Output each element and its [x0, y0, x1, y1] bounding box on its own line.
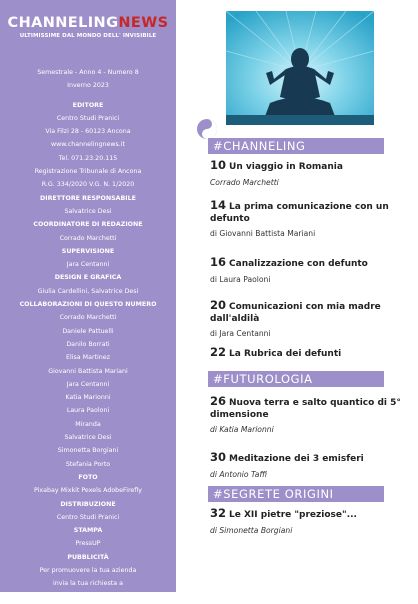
- credit-line: Stefania Porto: [65, 460, 111, 468]
- toc-entry[interactable]: [210, 396, 410, 435]
- article-title: Le XII pietre "preziose"...: [229, 510, 357, 520]
- credit-heading: DISTRIBUZIONE: [60, 500, 116, 508]
- meditation-illustration: [226, 11, 374, 125]
- credit-line: PressUP: [75, 540, 101, 548]
- credit-line: Registrazione Tribunale di Ancona: [34, 168, 142, 176]
- yin-yang-icon: [196, 118, 218, 140]
- entry-title: [210, 396, 410, 421]
- credit-line: Corrado Marchetti: [59, 234, 117, 242]
- credit-line: Danilo Borrati: [66, 340, 110, 348]
- credit-heading: STAMPA: [73, 527, 103, 535]
- article-title: La prima comunicazione con un defunto: [210, 202, 389, 224]
- credit-line: Centro Studi Pranici: [56, 114, 120, 122]
- toc-entry[interactable]: [210, 347, 410, 361]
- credit-line: Simonetta Borgiani: [57, 447, 119, 455]
- credit-heading: DIRETTORE RESPONSABILE: [40, 194, 136, 202]
- logo-title-news: NEWS: [118, 15, 169, 31]
- article-author: di Katia Marionni: [210, 425, 274, 434]
- credit-heading: COLLABORAZIONI DI QUESTO NUMERO: [19, 301, 157, 309]
- credit-line: info@channelingnews.it: [50, 593, 126, 601]
- entry-title: [210, 257, 410, 271]
- credit-heading: DESIGN E GRAFICA: [54, 274, 122, 282]
- page-number: 30: [210, 450, 227, 464]
- page-number: 14: [210, 198, 227, 212]
- credit-line: Per promuovere la tua azienda: [39, 566, 137, 574]
- credit-line: Giovanni Battista Mariani: [48, 367, 128, 375]
- credit-heading: SUPERVISIONE: [61, 247, 115, 255]
- toc-entry[interactable]: [210, 160, 410, 188]
- entry-title: [210, 508, 410, 522]
- page-number: 26: [210, 394, 227, 408]
- entry-title: [210, 347, 410, 361]
- article-author: di Giovanni Battista Mariani: [210, 229, 316, 238]
- article-title: Comunicazioni con mia madre dall'aldilà: [210, 302, 381, 324]
- credit-line: Salvatrice Desi: [64, 434, 112, 442]
- credit-line: Jara Centanni: [66, 380, 110, 388]
- section-band: #SEGRETE ORIGINI: [208, 486, 384, 502]
- credit-line: Inverno 2023: [67, 82, 109, 90]
- logo-subtitle: ULTIMISSIME DAL MONDO DELL' INVISIBILE: [19, 33, 157, 39]
- article-author: di Jara Centanni: [210, 329, 271, 338]
- section-band: #FUTUROLOGIA: [208, 371, 384, 387]
- credit-line: www.channelingnews.it: [50, 141, 126, 149]
- page-number: 22: [210, 345, 227, 359]
- credit-line: Pixabay Mixkit Pexels AdobeFirefly: [34, 487, 142, 495]
- masthead-sidebar: [0, 0, 176, 601]
- page-number: 32: [210, 506, 227, 520]
- article-title: Un viaggio in Romania: [229, 162, 343, 172]
- credit-line: Jara Centanni: [66, 261, 110, 269]
- credit-line: Centro Studi Pranici: [56, 513, 120, 521]
- article-title: Canalizzazione con defunto: [229, 259, 368, 269]
- credit-line: Giulia Cardellini, Salvatrice Desi: [37, 287, 139, 295]
- article-title: La Rubrica dei defunti: [229, 349, 342, 359]
- page-number: 20: [210, 298, 227, 312]
- credit-line: R.G. 334/2020 V.G. N. 1/2020: [41, 181, 135, 189]
- credit-line: Via Filzi 28 - 60123 Ancona: [45, 128, 131, 136]
- page-number: 16: [210, 255, 227, 269]
- logo-title: [0, 14, 176, 32]
- credit-heading: COORDINATORE DI REDAZIONE: [33, 221, 143, 229]
- article-author: Corrado Marchetti: [210, 177, 279, 187]
- credit-line: invia la tua richiesta a: [53, 580, 123, 588]
- credit-line: Daniele Pattuelli: [62, 327, 114, 335]
- credit-heading: PUBBLICITÀ: [67, 553, 109, 561]
- toc-entry[interactable]: [210, 508, 410, 536]
- article-title: Meditazione dei 3 emisferi: [229, 454, 364, 464]
- credit-line: Miranda: [75, 420, 101, 428]
- credits-list: [0, 66, 176, 604]
- channeling-news-logo: [0, 14, 176, 39]
- section-band: #CHANNELING: [208, 138, 384, 154]
- toc-entry[interactable]: [210, 300, 410, 339]
- credit-line: Laura Paoloni: [66, 407, 110, 415]
- credit-line: Semestrale - Anno 4 - Numero 8: [37, 69, 139, 76]
- credit-line: Tel. 071.23.20.115: [58, 154, 118, 162]
- credit-line: Elisa Martinez: [66, 354, 110, 362]
- article-author: di Laura Paoloni: [210, 274, 271, 284]
- article-author: di Antonio Taffi: [210, 469, 268, 479]
- article-title: Nuova terra e salto quantico di 5° dimensione: [210, 398, 401, 420]
- entry-title: [210, 160, 410, 174]
- credit-heading: EDITORE: [72, 101, 104, 109]
- credit-line: Corrado Marchetti: [59, 314, 117, 322]
- article-author: di Simonetta Borgiani: [210, 525, 293, 535]
- entry-title: [210, 452, 410, 466]
- logo-title-channeling: CHANNELING: [7, 15, 119, 31]
- toc-entry[interactable]: [210, 257, 410, 285]
- entry-title: [210, 300, 410, 325]
- page-number: 10: [210, 158, 227, 172]
- credit-heading: FOTO: [78, 473, 98, 481]
- entry-title: [210, 200, 410, 225]
- toc-entry[interactable]: [210, 452, 410, 480]
- toc-entry[interactable]: [210, 200, 410, 239]
- credit-line: Salvatrice Desi: [64, 207, 112, 215]
- credit-line: Katia Marionni: [65, 394, 111, 402]
